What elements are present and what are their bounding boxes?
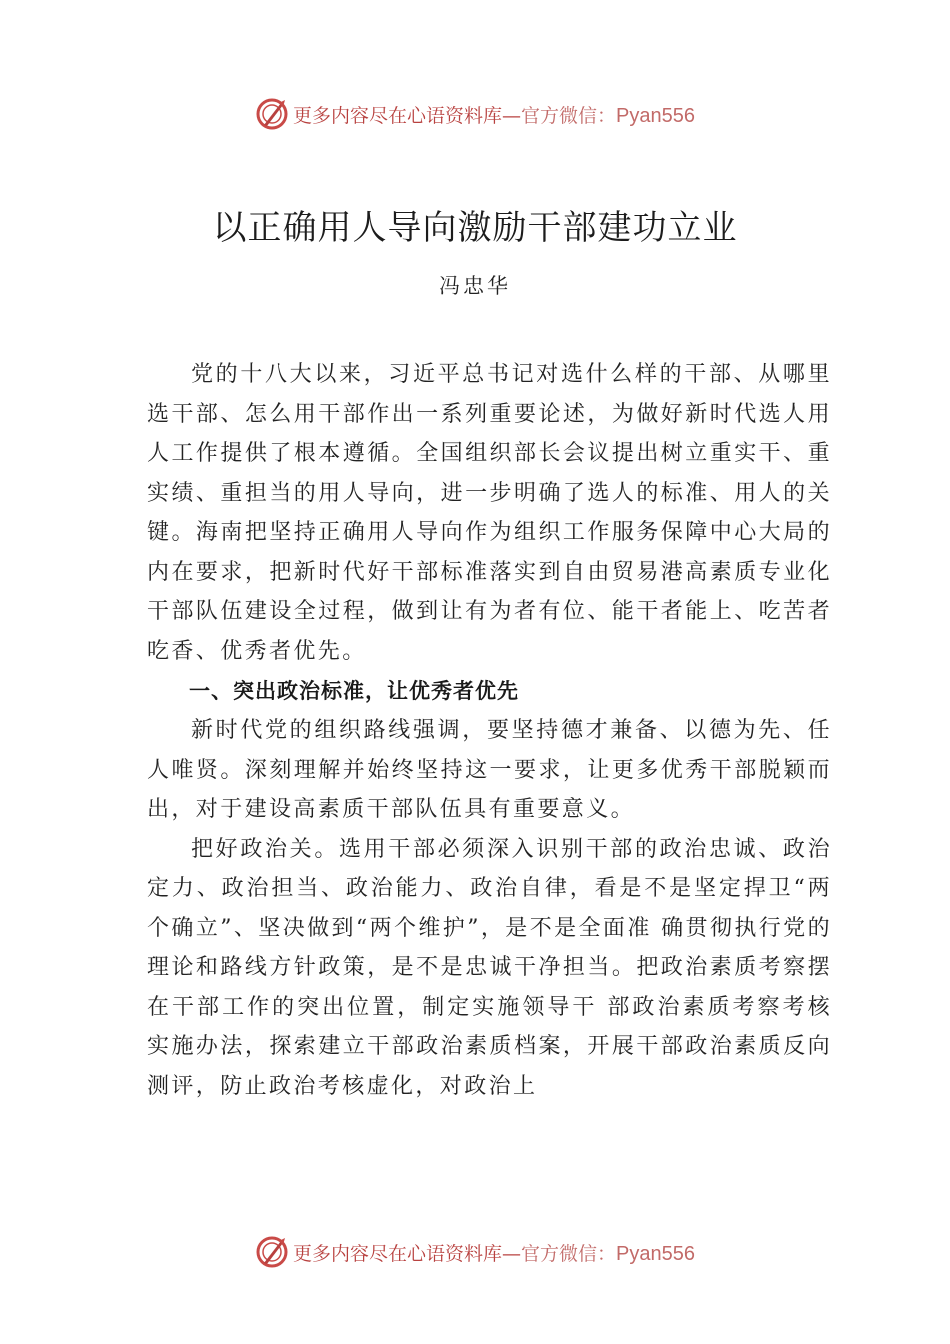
- watermark-slogan: [293, 101, 695, 128]
- slogan-wechat-label: 官方微信：: [521, 104, 617, 127]
- slogan-main-text: 更多内容尽在心语资料库—: [293, 104, 522, 127]
- section-heading: 一、突出政治标准，让优秀者优先: [189, 679, 519, 703]
- body-paragraph: 党的十八大以来，习近平总书记对选什么样的干部、从哪里选干部、怎么用干部作出一系列重要论述，为做好新时代选人用人工作提供了根本遵循。全国组织部长会议提出树立重实干、重实绩、重担当的用人导向，进一步明确了选人的标准、用人的关键。海南把坚持正确用人导向作为组织工作服务保障中心大局的内在要求，把新时代好干部标准落实到自由贸易港高素质专业化干部队伍建设全过程，做到让有为者有位、能干者能上、吃苦者吃香、优秀者优先。: [147, 362, 832, 664]
- quill-logo-icon: [255, 1235, 289, 1269]
- footer-watermark-banner: [0, 1232, 950, 1272]
- header-watermark-banner: [0, 94, 950, 134]
- slogan-main-text: 更多内容尽在心语资料库—: [293, 1242, 522, 1265]
- document-title: 以正确用人导向激励干部建功立业: [212, 208, 738, 248]
- body-paragraph: 新时代党的组织路线强调，要坚持德才兼备、以德为先、任人唯贤。深刻理解并始终坚持这一要求，让更多优秀干部脱颖而出，对于建设高素质干部队伍具有重要意义。: [147, 718, 832, 822]
- slogan-wechat-label: 官方微信：: [521, 1242, 617, 1265]
- watermark-slogan: [293, 1239, 695, 1266]
- document-author: 冯忠华: [439, 274, 511, 298]
- quill-logo-icon: [255, 97, 289, 131]
- body-paragraph: 把好政治关。选用干部必须深入识别干部的政治忠诚、政治定力、政治担当、政治能力、政治自律，看是不是坚定捍卫“两个确立”、坚决做到“两个维护”，是不是全面准 确贯彻执行党的理论和路线方针政策，是不是忠诚干净担当。把政治素质考察摆在干部工作的突出位置，制定实施领导干 部政治素质考察考核实施办法，探索建立干部政治素质档案，开展干部政治素质反向测评，防止政治考核虚化，对政治上: [147, 836, 832, 1099]
- slogan-wechat-handle: Pyan556: [616, 1242, 695, 1265]
- slogan-wechat-handle: Pyan556: [616, 104, 695, 127]
- document-body: [147, 355, 832, 1106]
